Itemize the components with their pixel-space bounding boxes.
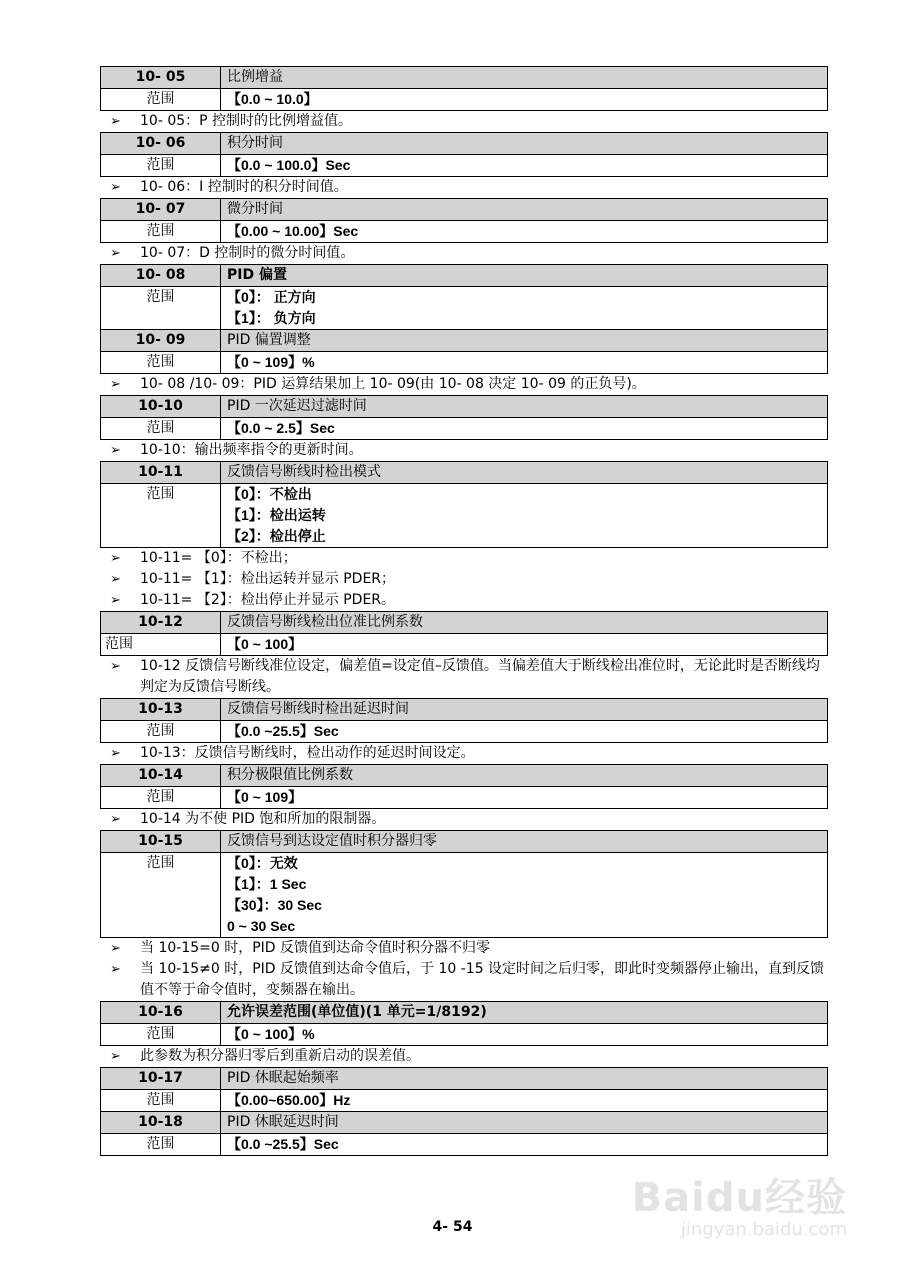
note-text: 当 10-15≠0 时，PID 反馈值到达命令值后，于 10 -15 设定时间之后归零，即此时变频器停止输出，直到反馈值不等于命令值时，变频器在输出。 bbox=[140, 961, 825, 998]
param-name: PID 一次延迟过滤时间 bbox=[221, 396, 828, 418]
note-text: 10-11= 【1】：检出运转并显示 PDER； bbox=[140, 571, 396, 587]
range-option: 【0】： 正方向 bbox=[227, 289, 316, 305]
param-code: 10- 05 bbox=[101, 67, 221, 89]
range-label: 范围 bbox=[101, 221, 221, 243]
param-code: 10- 06 bbox=[101, 133, 221, 155]
range-option: 【2】：检出停止 bbox=[227, 528, 326, 544]
note-text: 10- 08 /10- 09：PID 运算结果加上 10- 09(由 10- 08 决定 10- 09 的正负号)。 bbox=[140, 376, 646, 392]
document-page bbox=[100, 66, 828, 1156]
param-code: 10-16 bbox=[101, 1002, 221, 1024]
param-table-10-17-10-18 bbox=[100, 1067, 828, 1156]
note-item bbox=[100, 656, 828, 698]
note-text: 10-14 为不使 PID 饱和所加的限制器。 bbox=[140, 811, 386, 827]
note-item bbox=[100, 374, 828, 395]
note-text: 10-11= 【0】：不检出； bbox=[140, 550, 297, 566]
param-table-10-07 bbox=[100, 198, 828, 243]
bullet-arrow-icon: ➢ bbox=[110, 180, 121, 195]
page-number: 4- 54 bbox=[432, 1219, 473, 1235]
range-option: 0 ~ 30 Sec bbox=[227, 918, 296, 934]
note-item bbox=[100, 177, 828, 198]
param-name: 允许误差范围(单位值)(1 单元=1/8192) bbox=[221, 1002, 828, 1024]
bullet-arrow-icon: ➢ bbox=[110, 114, 121, 129]
note-item bbox=[100, 938, 828, 959]
range-option: 【30】：30 Sec bbox=[227, 897, 322, 913]
bullet-arrow-icon: ➢ bbox=[110, 246, 121, 261]
param-table-10-16 bbox=[100, 1001, 828, 1046]
param-name: PID 偏置调整 bbox=[221, 330, 828, 352]
watermark-url: jingyan.baidu.com bbox=[680, 1219, 847, 1240]
range-label: 范围 bbox=[101, 418, 221, 440]
note-item bbox=[100, 440, 828, 461]
range-option: 【0】：无效 bbox=[227, 855, 298, 871]
param-name: 反馈信号断线检出位准比例系数 bbox=[221, 612, 828, 634]
param-name: 反馈信号到达设定值时积分器归零 bbox=[221, 831, 828, 853]
range-label: 范围 bbox=[101, 853, 221, 938]
param-table-10-14 bbox=[100, 764, 828, 809]
range-value: 【0.0 ~ 100.0】Sec bbox=[221, 155, 828, 177]
range-label: 范围 bbox=[101, 287, 221, 330]
param-code: 10-12 bbox=[101, 612, 221, 634]
param-code: 10-13 bbox=[101, 699, 221, 721]
range-value: 【0.0 ~ 2.5】Sec bbox=[221, 418, 828, 440]
note-item bbox=[100, 1046, 828, 1067]
param-code: 10-14 bbox=[101, 765, 221, 787]
note-item bbox=[100, 111, 828, 132]
range-label: 范围 bbox=[101, 155, 221, 177]
range-value: 【0.00 ~ 10.00】Sec bbox=[221, 221, 828, 243]
param-code: 10-18 bbox=[101, 1112, 221, 1134]
param-name: 积分极限值比例系数 bbox=[221, 765, 828, 787]
param-name: 比例增益 bbox=[221, 67, 828, 89]
param-table-10-05 bbox=[100, 66, 828, 111]
param-code: 10-15 bbox=[101, 831, 221, 853]
range-option: 【1】：检出运转 bbox=[227, 507, 326, 523]
param-name: PID 偏置 bbox=[221, 265, 828, 287]
bullet-arrow-icon: ➢ bbox=[110, 593, 121, 608]
param-code: 10- 07 bbox=[101, 199, 221, 221]
range-label: 范围 bbox=[101, 1134, 221, 1156]
bullet-arrow-icon: ➢ bbox=[110, 941, 121, 956]
note-text: 当 10-15=0 时，PID 反馈值到达命令值时积分器不归零 bbox=[140, 940, 491, 956]
watermark-logo: Baidu经验 bbox=[631, 1175, 847, 1221]
param-table-10-13 bbox=[100, 698, 828, 743]
range-option: 【1】： 负方向 bbox=[227, 310, 316, 326]
range-value: 【0.0 ~25.5】Sec bbox=[221, 1134, 828, 1156]
param-name: PID 休眠起始频率 bbox=[221, 1068, 828, 1090]
range-value: 【0.00~650.00】Hz bbox=[221, 1090, 828, 1112]
range-label: 范围 bbox=[101, 1024, 221, 1046]
param-name: 反馈信号断线时检出模式 bbox=[221, 462, 828, 484]
range-label: 范围 bbox=[101, 484, 221, 548]
bullet-arrow-icon: ➢ bbox=[110, 551, 121, 566]
param-code: 10-17 bbox=[101, 1068, 221, 1090]
range-value bbox=[221, 484, 828, 548]
note-text: 10-10：输出频率指令的更新时间。 bbox=[140, 442, 363, 458]
note-text: 10-12 反馈信号断线准位设定，偏差值=设定值–反馈值。当偏差值大于断线检出准位时，无论此时是否断线均判定为反馈信号断线。 bbox=[140, 658, 820, 695]
range-label: 范围 bbox=[101, 1090, 221, 1112]
bullet-arrow-icon: ➢ bbox=[110, 1049, 121, 1064]
note-text: 10- 07：D 控制时的微分时间值。 bbox=[140, 245, 355, 261]
range-value bbox=[221, 853, 828, 938]
range-value bbox=[221, 287, 828, 330]
range-value: 【0.0 ~ 10.0】 bbox=[221, 89, 828, 111]
param-table-10-11 bbox=[100, 461, 828, 548]
param-code: 10-11 bbox=[101, 462, 221, 484]
note-text: 10-13：反馈信号断线时，检出动作的延迟时间设定。 bbox=[140, 745, 475, 761]
param-code: 10- 09 bbox=[101, 330, 221, 352]
note-item bbox=[100, 590, 828, 611]
range-value: 【0 ~ 100】 bbox=[221, 634, 828, 656]
param-table-10-08-10-09 bbox=[100, 264, 828, 374]
bullet-arrow-icon: ➢ bbox=[110, 572, 121, 587]
range-label: 范围 bbox=[101, 634, 221, 656]
bullet-arrow-icon: ➢ bbox=[110, 443, 121, 458]
range-value: 【0 ~ 109】 bbox=[221, 787, 828, 809]
param-name: 微分时间 bbox=[221, 199, 828, 221]
note-item bbox=[100, 743, 828, 764]
range-label: 范围 bbox=[101, 89, 221, 111]
bullet-arrow-icon: ➢ bbox=[110, 962, 121, 977]
bullet-arrow-icon: ➢ bbox=[110, 377, 121, 392]
bullet-arrow-icon: ➢ bbox=[110, 812, 121, 827]
range-label: 范围 bbox=[101, 352, 221, 374]
note-item bbox=[100, 809, 828, 830]
note-text: 10- 06：I 控制时的积分时间值。 bbox=[140, 179, 348, 195]
range-label: 范围 bbox=[101, 787, 221, 809]
note-item bbox=[100, 959, 828, 1001]
note-item bbox=[100, 569, 828, 590]
param-table-10-10 bbox=[100, 395, 828, 440]
note-text: 10-11= 【2】：检出停止并显示 PDER。 bbox=[140, 592, 396, 608]
param-table-10-12 bbox=[100, 611, 828, 656]
bullet-arrow-icon: ➢ bbox=[110, 659, 121, 674]
note-text: 10- 05：P 控制时的比例增益值。 bbox=[140, 113, 353, 129]
range-value: 【0 ~ 109】% bbox=[221, 352, 828, 374]
range-value: 【0 ~ 100】% bbox=[221, 1024, 828, 1046]
bullet-arrow-icon: ➢ bbox=[110, 746, 121, 761]
param-table-10-15 bbox=[100, 830, 828, 938]
param-name: PID 休眠延迟时间 bbox=[221, 1112, 828, 1134]
param-name: 积分时间 bbox=[221, 133, 828, 155]
param-code: 10-10 bbox=[101, 396, 221, 418]
param-name: 反馈信号断线时检出延迟时间 bbox=[221, 699, 828, 721]
range-value: 【0.0 ~25.5】Sec bbox=[221, 721, 828, 743]
range-option: 【0】：不检出 bbox=[227, 486, 312, 502]
note-text: 此参数为积分器归零后到重新启动的误差值。 bbox=[140, 1048, 420, 1064]
note-item bbox=[100, 548, 828, 569]
range-option: 【1】：1 Sec bbox=[227, 876, 307, 892]
range-label: 范围 bbox=[101, 721, 221, 743]
note-item bbox=[100, 243, 828, 264]
param-code: 10- 08 bbox=[101, 265, 221, 287]
param-table-10-06 bbox=[100, 132, 828, 177]
